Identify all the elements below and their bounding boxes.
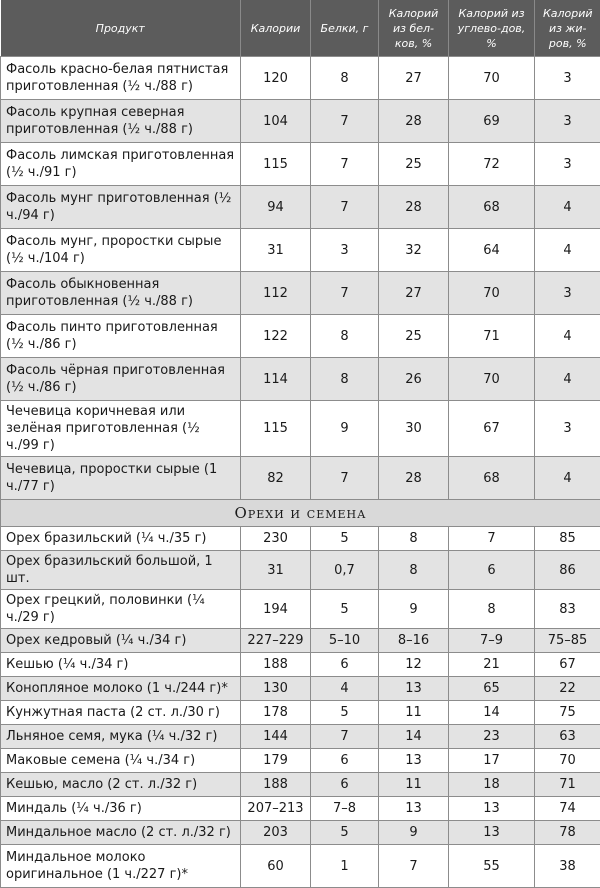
table-row	[1, 143, 600, 186]
cell-protein-pct: 8	[379, 527, 449, 551]
table-row	[1, 725, 600, 749]
cell-protein: 5	[311, 527, 379, 551]
cell-protein-pct: 28	[379, 186, 449, 229]
cell-carb-pct: 71	[449, 315, 535, 358]
cell-protein-pct: 9	[379, 821, 449, 845]
cell-fat-pct: 38	[535, 845, 600, 888]
cell-protein: 8	[311, 57, 379, 100]
cell-product: Льняное семя, мука (¼ ч./32 г)	[1, 725, 241, 749]
cell-calories: 178	[241, 701, 311, 725]
cell-product: Маковые семена (¼ ч./34 г)	[1, 749, 241, 773]
cell-protein: 6	[311, 773, 379, 797]
cell-protein: 9	[311, 401, 379, 457]
cell-fat-pct: 3	[535, 272, 600, 315]
cell-calories: 115	[241, 401, 311, 457]
cell-protein: 5–10	[311, 629, 379, 653]
cell-protein: 3	[311, 229, 379, 272]
cell-fat-pct: 4	[535, 315, 600, 358]
cell-protein-pct: 32	[379, 229, 449, 272]
cell-protein-pct: 13	[379, 749, 449, 773]
table-row	[1, 229, 600, 272]
table-row	[1, 653, 600, 677]
cell-carb-pct: 70	[449, 358, 535, 401]
cell-product: Фасоль мунг приготовленная (½ ч./94 г)	[1, 186, 241, 229]
table-row	[1, 773, 600, 797]
cell-calories: 130	[241, 677, 311, 701]
cell-product: Миндаль (¼ ч./36 г)	[1, 797, 241, 821]
cell-fat-pct: 4	[535, 186, 600, 229]
cell-carb-pct: 7–9	[449, 629, 535, 653]
cell-carb-pct: 8	[449, 590, 535, 629]
header-protein-pct: Калорий из бел-ков, %	[379, 0, 449, 57]
cell-carb-pct: 68	[449, 457, 535, 500]
cell-calories: 188	[241, 773, 311, 797]
cell-protein-pct: 27	[379, 272, 449, 315]
cell-calories: 179	[241, 749, 311, 773]
cell-protein-pct: 25	[379, 315, 449, 358]
table-row	[1, 551, 600, 590]
cell-carb-pct: 67	[449, 401, 535, 457]
table-row	[1, 272, 600, 315]
cell-protein: 0,7	[311, 551, 379, 590]
cell-protein-pct: 27	[379, 57, 449, 100]
cell-product: Кешью, масло (2 ст. л./32 г)	[1, 773, 241, 797]
table-row	[1, 701, 600, 725]
cell-calories: 115	[241, 143, 311, 186]
cell-protein-pct: 8	[379, 551, 449, 590]
cell-protein: 6	[311, 749, 379, 773]
beans-section	[1, 57, 600, 500]
header-product: Продукт	[1, 0, 241, 57]
cell-carb-pct: 65	[449, 677, 535, 701]
cell-calories: 114	[241, 358, 311, 401]
cell-product: Кунжутная паста (2 ст. л./30 г)	[1, 701, 241, 725]
cell-carb-pct: 72	[449, 143, 535, 186]
header-protein: Белки, г	[311, 0, 379, 57]
cell-carb-pct: 6	[449, 551, 535, 590]
cell-protein: 7	[311, 457, 379, 500]
cell-calories: 122	[241, 315, 311, 358]
cell-calories: 230	[241, 527, 311, 551]
cell-carb-pct: 21	[449, 653, 535, 677]
cell-calories: 144	[241, 725, 311, 749]
cell-protein: 7–8	[311, 797, 379, 821]
cell-calories: 31	[241, 551, 311, 590]
cell-product: Орех грецкий, половинки (¼ ч./29 г)	[1, 590, 241, 629]
cell-carb-pct: 64	[449, 229, 535, 272]
cell-carb-pct: 70	[449, 57, 535, 100]
table-row	[1, 677, 600, 701]
table-row	[1, 821, 600, 845]
cell-protein-pct: 11	[379, 701, 449, 725]
cell-carb-pct: 55	[449, 845, 535, 888]
cell-protein: 5	[311, 590, 379, 629]
cell-product: Фасоль красно-белая пятнистая приготовленная (½ ч./88 г)	[1, 57, 241, 100]
cell-protein: 7	[311, 186, 379, 229]
cell-calories: 203	[241, 821, 311, 845]
cell-protein: 1	[311, 845, 379, 888]
cell-protein: 7	[311, 100, 379, 143]
table-row	[1, 358, 600, 401]
cell-protein: 8	[311, 315, 379, 358]
cell-fat-pct: 4	[535, 457, 600, 500]
cell-carb-pct: 13	[449, 797, 535, 821]
cell-fat-pct: 74	[535, 797, 600, 821]
cell-calories: 94	[241, 186, 311, 229]
cell-carb-pct: 18	[449, 773, 535, 797]
cell-protein-pct: 25	[379, 143, 449, 186]
table-row	[1, 749, 600, 773]
cell-calories: 60	[241, 845, 311, 888]
table-row	[1, 100, 600, 143]
nuts-section	[1, 527, 600, 888]
cell-product: Орех бразильский (¼ ч./35 г)	[1, 527, 241, 551]
cell-protein: 6	[311, 653, 379, 677]
cell-carb-pct: 17	[449, 749, 535, 773]
cell-protein: 4	[311, 677, 379, 701]
section-nuts	[1, 500, 600, 527]
cell-fat-pct: 83	[535, 590, 600, 629]
cell-product: Фасоль мунг, проростки сырые (½ ч./104 г)	[1, 229, 241, 272]
cell-carb-pct: 69	[449, 100, 535, 143]
cell-calories: 120	[241, 57, 311, 100]
cell-calories: 82	[241, 457, 311, 500]
cell-protein: 5	[311, 821, 379, 845]
cell-fat-pct: 3	[535, 401, 600, 457]
cell-fat-pct: 4	[535, 358, 600, 401]
table-row	[1, 315, 600, 358]
cell-calories: 188	[241, 653, 311, 677]
cell-protein: 8	[311, 358, 379, 401]
cell-protein-pct: 28	[379, 100, 449, 143]
section-title: Орехи и семена	[1, 500, 600, 527]
header-calories: Калории	[241, 0, 311, 57]
cell-protein-pct: 11	[379, 773, 449, 797]
cell-fat-pct: 4	[535, 229, 600, 272]
cell-protein: 7	[311, 725, 379, 749]
cell-fat-pct: 3	[535, 100, 600, 143]
cell-carb-pct: 68	[449, 186, 535, 229]
cell-carb-pct: 7	[449, 527, 535, 551]
table-row	[1, 57, 600, 100]
cell-protein-pct: 14	[379, 725, 449, 749]
cell-fat-pct: 70	[535, 749, 600, 773]
table-row	[1, 401, 600, 457]
cell-fat-pct: 86	[535, 551, 600, 590]
header-fat-pct: Калорий из жи-ров, %	[535, 0, 600, 57]
header-carb-pct: Калорий из углево-дов, %	[449, 0, 535, 57]
table-row	[1, 186, 600, 229]
table-row	[1, 590, 600, 629]
cell-calories: 104	[241, 100, 311, 143]
cell-carb-pct: 14	[449, 701, 535, 725]
table-header-row	[1, 0, 600, 57]
cell-protein: 7	[311, 272, 379, 315]
cell-calories: 31	[241, 229, 311, 272]
cell-fat-pct: 75	[535, 701, 600, 725]
cell-protein-pct: 28	[379, 457, 449, 500]
cell-product: Конопляное молоко (1 ч./244 г)*	[1, 677, 241, 701]
cell-protein-pct: 7	[379, 845, 449, 888]
cell-fat-pct: 71	[535, 773, 600, 797]
cell-fat-pct: 3	[535, 57, 600, 100]
cell-protein: 7	[311, 143, 379, 186]
table-row	[1, 629, 600, 653]
cell-calories: 207–213	[241, 797, 311, 821]
table-row	[1, 845, 600, 888]
cell-product: Миндальное молоко оригинальное (1 ч./227 г)*	[1, 845, 241, 888]
cell-fat-pct: 85	[535, 527, 600, 551]
cell-protein-pct: 13	[379, 677, 449, 701]
cell-protein-pct: 13	[379, 797, 449, 821]
cell-protein-pct: 9	[379, 590, 449, 629]
cell-product: Чечевица, проростки сырые (1 ч./77 г)	[1, 457, 241, 500]
cell-product: Фасоль лимская приготовленная (½ ч./91 г)	[1, 143, 241, 186]
cell-protein-pct: 8–16	[379, 629, 449, 653]
cell-protein-pct: 30	[379, 401, 449, 457]
cell-calories: 194	[241, 590, 311, 629]
cell-product: Орех бразильский большой, 1 шт.	[1, 551, 241, 590]
cell-product: Фасоль чёрная приготовленная (½ ч./86 г)	[1, 358, 241, 401]
cell-carb-pct: 13	[449, 821, 535, 845]
table-row	[1, 457, 600, 500]
table-row	[1, 797, 600, 821]
cell-fat-pct: 75–85	[535, 629, 600, 653]
section-header-row	[1, 500, 600, 527]
cell-fat-pct: 63	[535, 725, 600, 749]
cell-calories: 227–229	[241, 629, 311, 653]
cell-fat-pct: 22	[535, 677, 600, 701]
cell-fat-pct: 78	[535, 821, 600, 845]
cell-product: Фасоль обыкновенная приготовленная (½ ч./88 г)	[1, 272, 241, 315]
cell-protein: 5	[311, 701, 379, 725]
cell-product: Фасоль пинто приготовленная (½ ч./86 г)	[1, 315, 241, 358]
cell-product: Орех кедровый (¼ ч./34 г)	[1, 629, 241, 653]
cell-product: Миндальное масло (2 ст. л./32 г)	[1, 821, 241, 845]
cell-protein-pct: 12	[379, 653, 449, 677]
cell-carb-pct: 70	[449, 272, 535, 315]
cell-product: Чечевица коричневая или зелёная приготовленная (½ ч./99 г)	[1, 401, 241, 457]
cell-product: Кешью (¼ ч./34 г)	[1, 653, 241, 677]
cell-fat-pct: 3	[535, 143, 600, 186]
cell-protein-pct: 26	[379, 358, 449, 401]
cell-fat-pct: 67	[535, 653, 600, 677]
cell-carb-pct: 23	[449, 725, 535, 749]
cell-calories: 112	[241, 272, 311, 315]
cell-product: Фасоль крупная северная приготовленная (½ ч./88 г)	[1, 100, 241, 143]
table-row	[1, 527, 600, 551]
